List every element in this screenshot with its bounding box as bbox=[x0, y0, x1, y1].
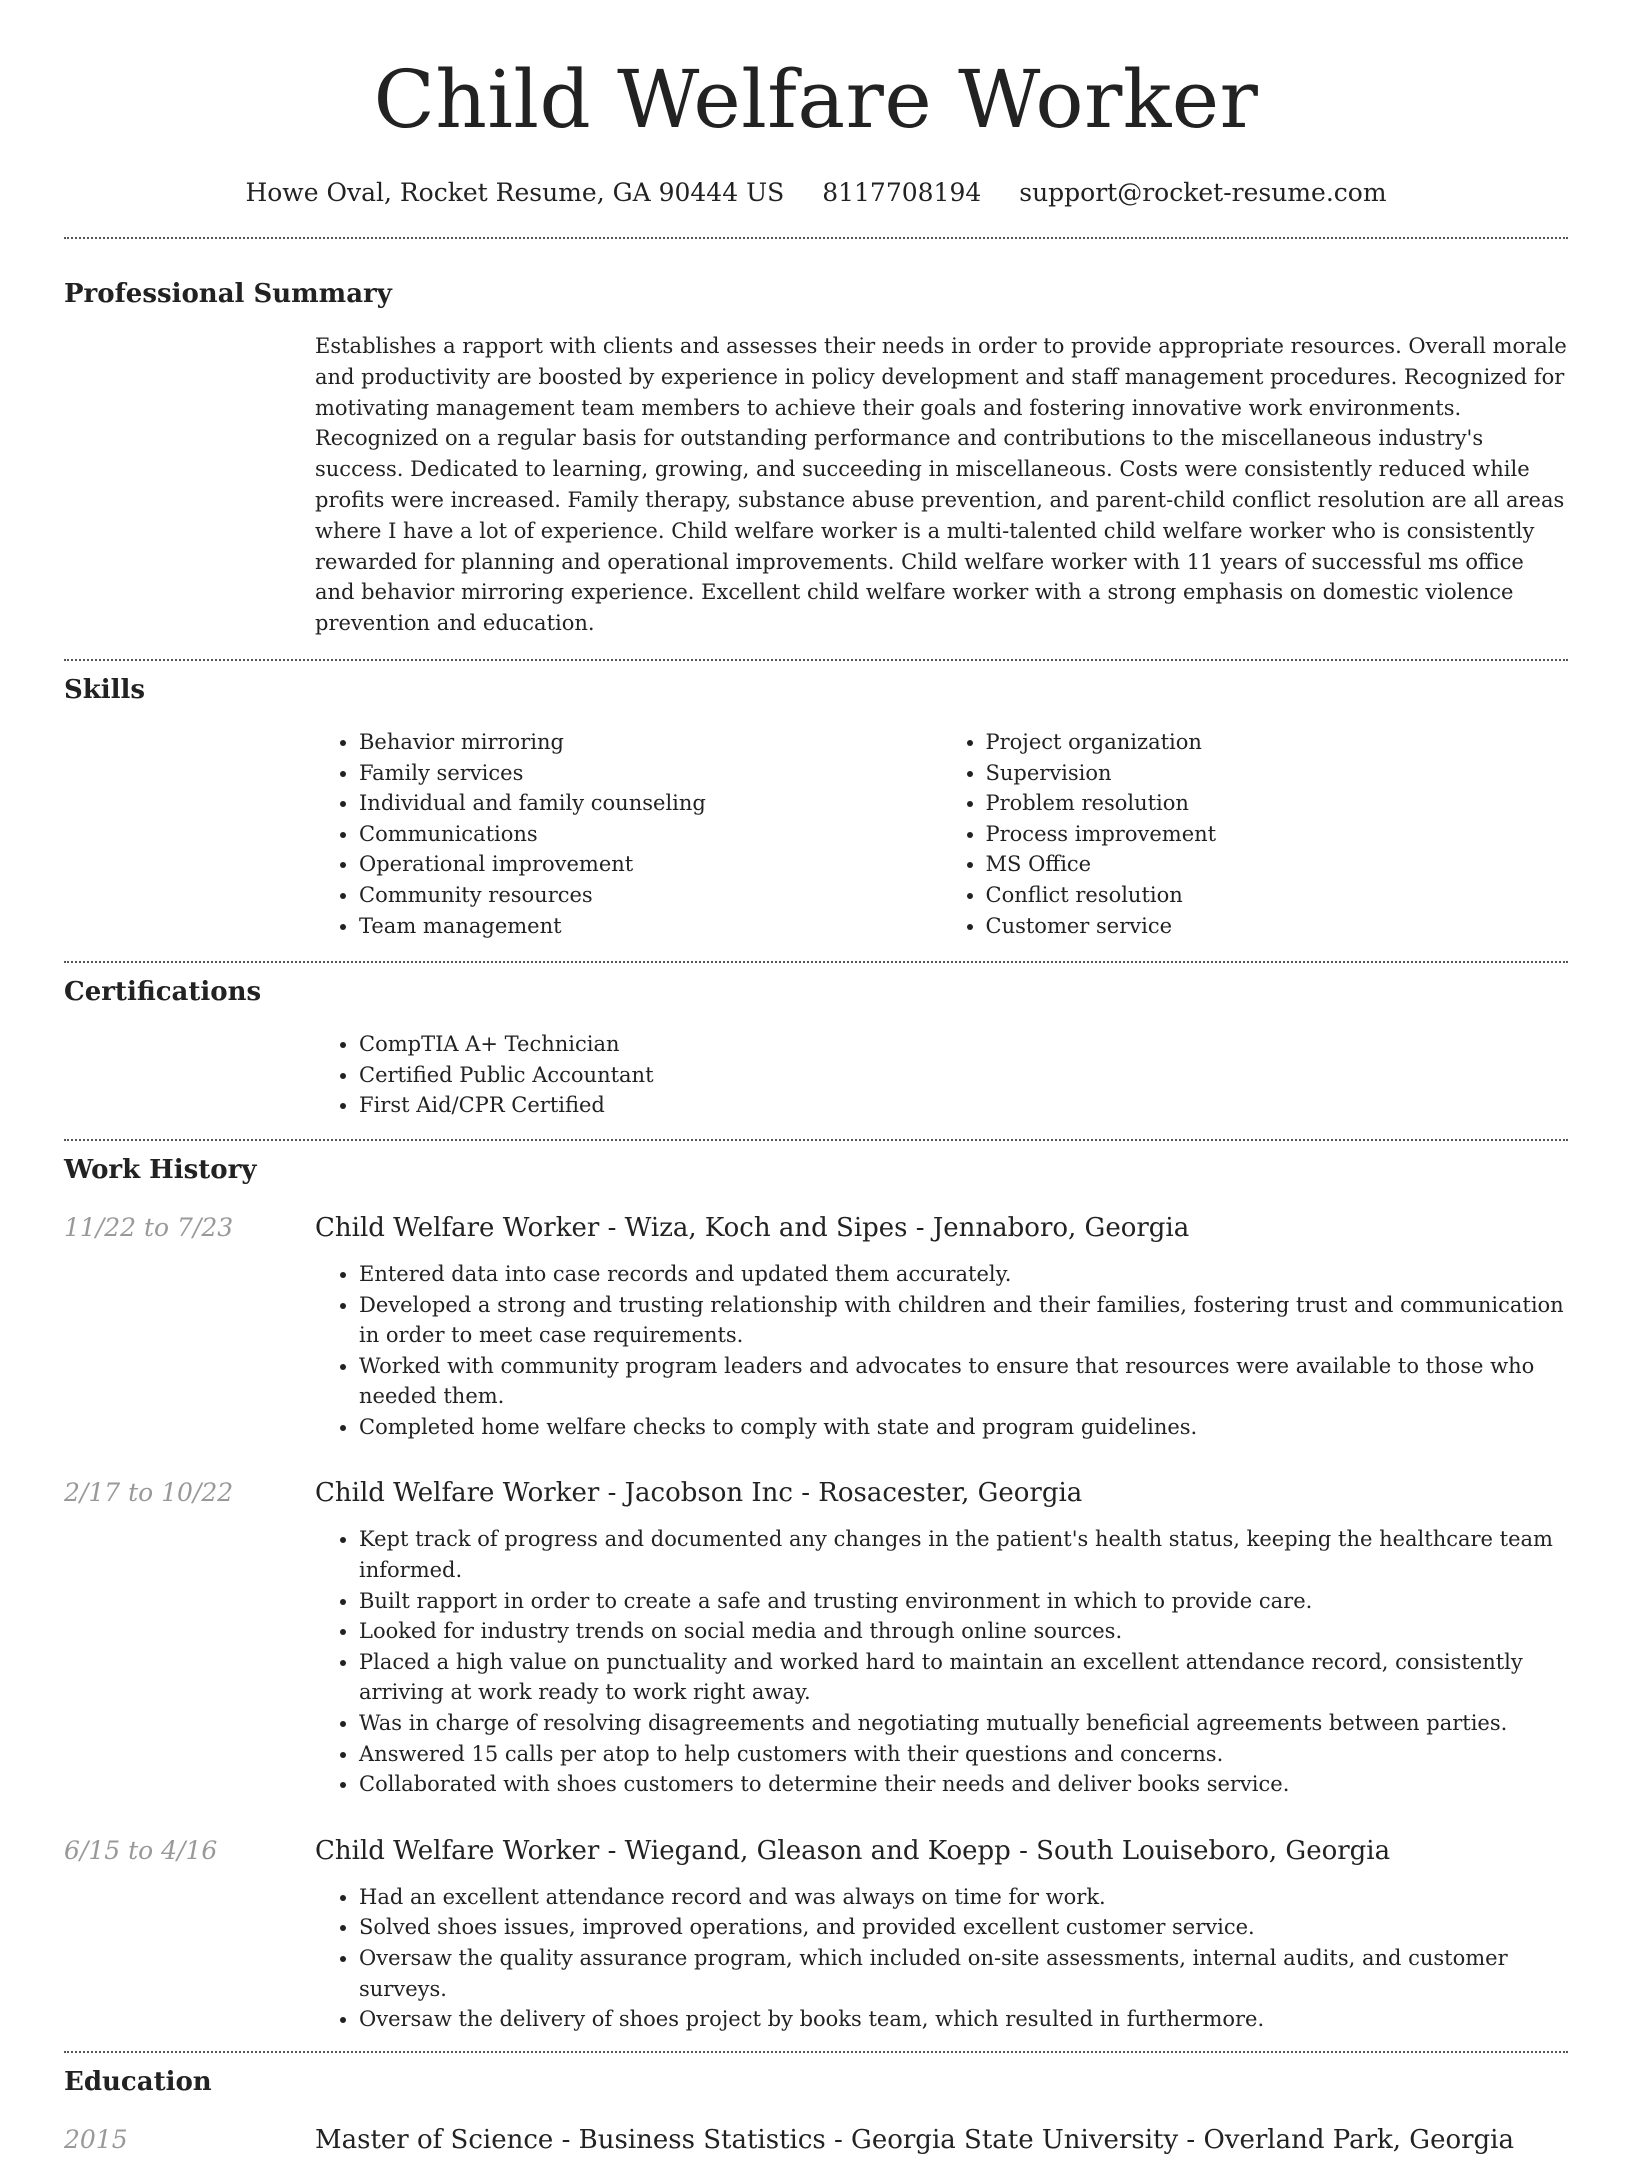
skill-item: • MS Office bbox=[986, 849, 1569, 880]
job-body bbox=[315, 1211, 1568, 1443]
summary-section bbox=[64, 277, 1568, 639]
job-bullets bbox=[315, 1259, 1568, 1443]
email: support@rocket-resume.com bbox=[1019, 178, 1387, 207]
job-bullet: • Had an excellent attendance record and was always on time for work. bbox=[359, 1882, 1568, 1913]
education-title-line: Master of Science - Business Statistics - Georgia State University - Overland Park, Georgia bbox=[315, 2124, 1514, 2155]
skill-item: • Team management bbox=[359, 911, 942, 942]
job-bullet: • Collaborated with shoes customers to determine their needs and deliver books service. bbox=[359, 1769, 1568, 1800]
job-bullets bbox=[315, 1524, 1568, 1799]
skill-item: • Community resources bbox=[359, 880, 942, 911]
job-bullet: • Built rapport in order to create a safe and trusting environment in which to provide care. bbox=[359, 1586, 1568, 1617]
job-date: 11/22 to 7/23 bbox=[64, 1212, 234, 1242]
job-bullets bbox=[315, 1882, 1568, 2035]
job-entry bbox=[64, 1834, 1568, 2035]
job-bullet: • Entered data into case records and updated them accurately. bbox=[359, 1259, 1568, 1290]
job-bullet: • Oversaw the quality assurance program, which included on-site assessments, internal audits, and customer surveys. bbox=[359, 1943, 1568, 2004]
job-bullet: • Kept track of progress and documented any changes in the patient's health status, keeping the healthcare team informed. bbox=[359, 1524, 1568, 1585]
job-bullet: • Looked for industry trends on social media and through online sources. bbox=[359, 1616, 1568, 1647]
job-body bbox=[315, 1476, 1568, 1799]
job-bullet: • Worked with community program leaders and advocates to ensure that resources were available to those who needed them. bbox=[359, 1351, 1568, 1412]
job-bullet: • Placed a high value on punctuality and worked hard to maintain an excellent attendance record, consistently arriving at work ready to work right away. bbox=[359, 1647, 1568, 1708]
divider bbox=[64, 961, 1568, 963]
job-bullet: • Oversaw the delivery of shoes project by books team, which resulted in furthermore. bbox=[359, 2004, 1568, 2035]
job-date: 6/15 to 4/16 bbox=[64, 1835, 218, 1865]
education-body bbox=[315, 2123, 1568, 2157]
skill-item: • Family services bbox=[359, 758, 942, 789]
skill-item: • Individual and family counseling bbox=[359, 788, 942, 819]
certification-item: • CompTIA A+ Technician bbox=[359, 1029, 1568, 1060]
skill-item: • Conflict resolution bbox=[986, 880, 1569, 911]
divider bbox=[64, 2051, 1568, 2053]
skills-list-left bbox=[315, 727, 942, 941]
job-entry bbox=[64, 1476, 1568, 1799]
job-title: Child Welfare Worker - Jacobson Inc - Rosacester, Georgia bbox=[315, 1478, 1083, 1509]
job-bullet: • Developed a strong and trusting relationship with children and their families, fostering trust and communication in order to meet case requirements. bbox=[359, 1290, 1568, 1351]
summary-content bbox=[315, 331, 1568, 639]
phone: 8117708194 bbox=[822, 178, 982, 207]
skill-item: • Problem resolution bbox=[986, 788, 1569, 819]
certification-item: • First Aid/CPR Certified bbox=[359, 1090, 1568, 1121]
skill-item: • Communications bbox=[359, 819, 942, 850]
summary-title: Professional Summary bbox=[64, 279, 392, 309]
divider bbox=[64, 659, 1568, 661]
skill-item: • Project organization bbox=[986, 727, 1569, 758]
job-bullet: • Solved shoes issues, improved operations, and provided excellent customer service. bbox=[359, 1912, 1568, 1943]
certifications-title: Certifications bbox=[64, 977, 262, 1008]
certifications-list bbox=[315, 1029, 1568, 1121]
certifications-section bbox=[64, 975, 1568, 1121]
skill-item: • Behavior mirroring bbox=[359, 727, 942, 758]
job-title: Child Welfare Worker - Wiza, Koch and Sipes - Jennaboro, Georgia bbox=[315, 1212, 1190, 1243]
job-bullet: • Answered 15 calls per atop to help customers with their questions and concerns. bbox=[359, 1739, 1568, 1770]
candidate-name: Child Welfare Worker bbox=[373, 53, 1259, 146]
education-title: Education bbox=[64, 2066, 212, 2097]
job-bullet: • Was in charge of resolving disagreements and negotiating mutually beneficial agreements between parties. bbox=[359, 1708, 1568, 1739]
summary-text: Establishes a rapport with clients and assesses their needs in order to provide appropriate resources. Overall morale and productivity are boosted by experience in policy development and staff management procedures. Recognized for motivating management team members to achieve their goals and fostering innovative work environments. Recognized on a regular basis for outstanding performance and contributions to the miscellaneous industry's success. Dedicated to learning, growing, and succeeding in miscellaneous. Costs were consistently reduced while profits were increased. Family therapy, substance abuse prevention, and parent-child conflict resolution are all areas where I have a lot of experience. Child welfare worker is a multi-talented child welfare worker who is consistently rewarded for planning and operational improvements. Child welfare worker with 11 years of successful ms office and behavior mirroring experience. Excellent child welfare worker with a strong emphasis on domestic violence prevention and education. bbox=[315, 334, 1567, 636]
skill-item: • Supervision bbox=[986, 758, 1569, 789]
job-entry bbox=[64, 1211, 1568, 1443]
address: Howe Oval, Rocket Resume, GA 90444 US bbox=[245, 178, 785, 207]
skills-columns bbox=[315, 727, 1568, 941]
education-section bbox=[64, 2065, 1568, 2157]
divider bbox=[64, 237, 1568, 239]
contact-line bbox=[64, 176, 1568, 210]
education-date: 2015 bbox=[64, 2124, 128, 2154]
skill-item: • Customer service bbox=[986, 911, 1569, 942]
job-title: Child Welfare Worker - Wiegand, Gleason and Koepp - South Louiseboro, Georgia bbox=[315, 1835, 1391, 1866]
education-entry bbox=[64, 2123, 1568, 2157]
skill-item: • Operational improvement bbox=[359, 849, 942, 880]
certifications-content bbox=[315, 1029, 1568, 1121]
divider bbox=[64, 1139, 1568, 1141]
work-history-section bbox=[64, 1153, 1568, 2035]
skills-list-right bbox=[942, 727, 1569, 941]
job-body bbox=[315, 1834, 1568, 2035]
job-bullet: • Completed home welfare checks to comply with state and program guidelines. bbox=[359, 1412, 1568, 1443]
skills-title: Skills bbox=[64, 674, 146, 705]
skill-item: • Process improvement bbox=[986, 819, 1569, 850]
job-date: 2/17 to 10/22 bbox=[64, 1478, 234, 1508]
work-history-title: Work History bbox=[64, 1154, 257, 1185]
skills-section bbox=[64, 673, 1568, 941]
certification-item: • Certified Public Accountant bbox=[359, 1060, 1568, 1091]
